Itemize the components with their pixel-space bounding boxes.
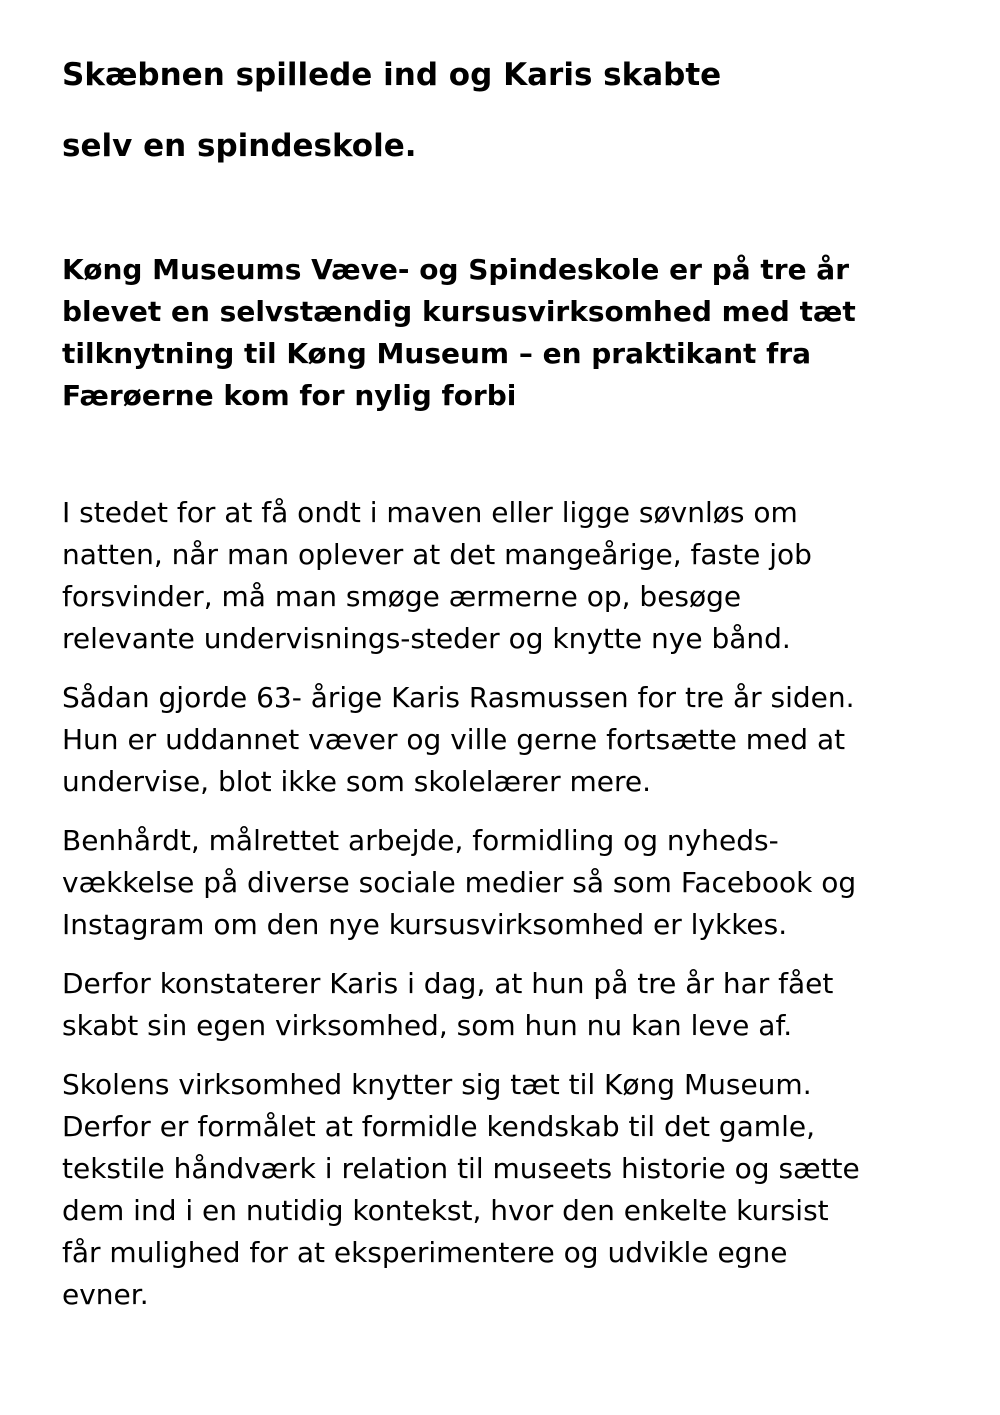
article-title: [62, 58, 962, 163]
body-line: får mulighed for at eksperimentere og udvikle egne: [62, 1236, 788, 1269]
lead-line: tilknytning til Køng Museum – en praktikant fra: [62, 337, 812, 370]
lead-line: Køng Museums Væve- og Spindeskole er på tre år: [62, 253, 850, 286]
article-body: [62, 492, 972, 1333]
body-line: I stedet for at få ondt i maven eller ligge søvnløs om: [62, 496, 798, 529]
body-line: Derfor konstaterer Karis i dag, at hun på tre år har fået: [62, 967, 834, 1000]
body-line: undervise, blot ikke som skolelærer mere.: [62, 765, 652, 798]
body-line: relevante undervisnings-steder og knytte nye bånd.: [62, 622, 791, 655]
lead-line: Færøerne kom for nylig forbi: [62, 379, 517, 412]
body-line: forsvinder, må man smøge ærmerne op, besøge: [62, 580, 742, 613]
body-paragraph: [62, 492, 972, 660]
body-line: tekstile håndværk i relation til museets historie og sætte: [62, 1152, 860, 1185]
lead-line: blevet en selvstændig kursusvirksomhed med tæt: [62, 295, 856, 328]
body-line: Derfor er formålet at formidle kendskab til det gamle,: [62, 1110, 815, 1143]
body-line: natten, når man oplever at det mangeårige, faste job: [62, 538, 812, 571]
body-paragraph: [62, 1064, 972, 1316]
body-paragraph: [62, 820, 972, 946]
body-line: Hun er uddannet væver og ville gerne fortsætte med at: [62, 723, 846, 756]
body-line: evner.: [62, 1278, 149, 1311]
body-line: vækkelse på diverse sociale medier så som Facebook og: [62, 866, 857, 899]
article-lead: [62, 249, 962, 417]
body-line: Instagram om den nye kursusvirksomhed er lykkes.: [62, 908, 788, 941]
body-line: skabt sin egen virksomhed, som hun nu kan leve af.: [62, 1009, 793, 1042]
body-line: Sådan gjorde 63- årige Karis Rasmussen for tre år siden.: [62, 681, 855, 714]
title-line: Skæbnen spillede ind og Karis skabte: [62, 57, 722, 93]
body-line: Benhårdt, målrettet arbejde, formidling og nyheds-: [62, 824, 779, 857]
body-paragraph: [62, 677, 972, 803]
body-line: dem ind i en nutidig kontekst, hvor den enkelte kursist: [62, 1194, 829, 1227]
title-line: selv en spindeskole.: [62, 128, 417, 164]
body-paragraph: [62, 963, 972, 1047]
body-line: Skolens virksomhed knytter sig tæt til Køng Museum.: [62, 1068, 812, 1101]
